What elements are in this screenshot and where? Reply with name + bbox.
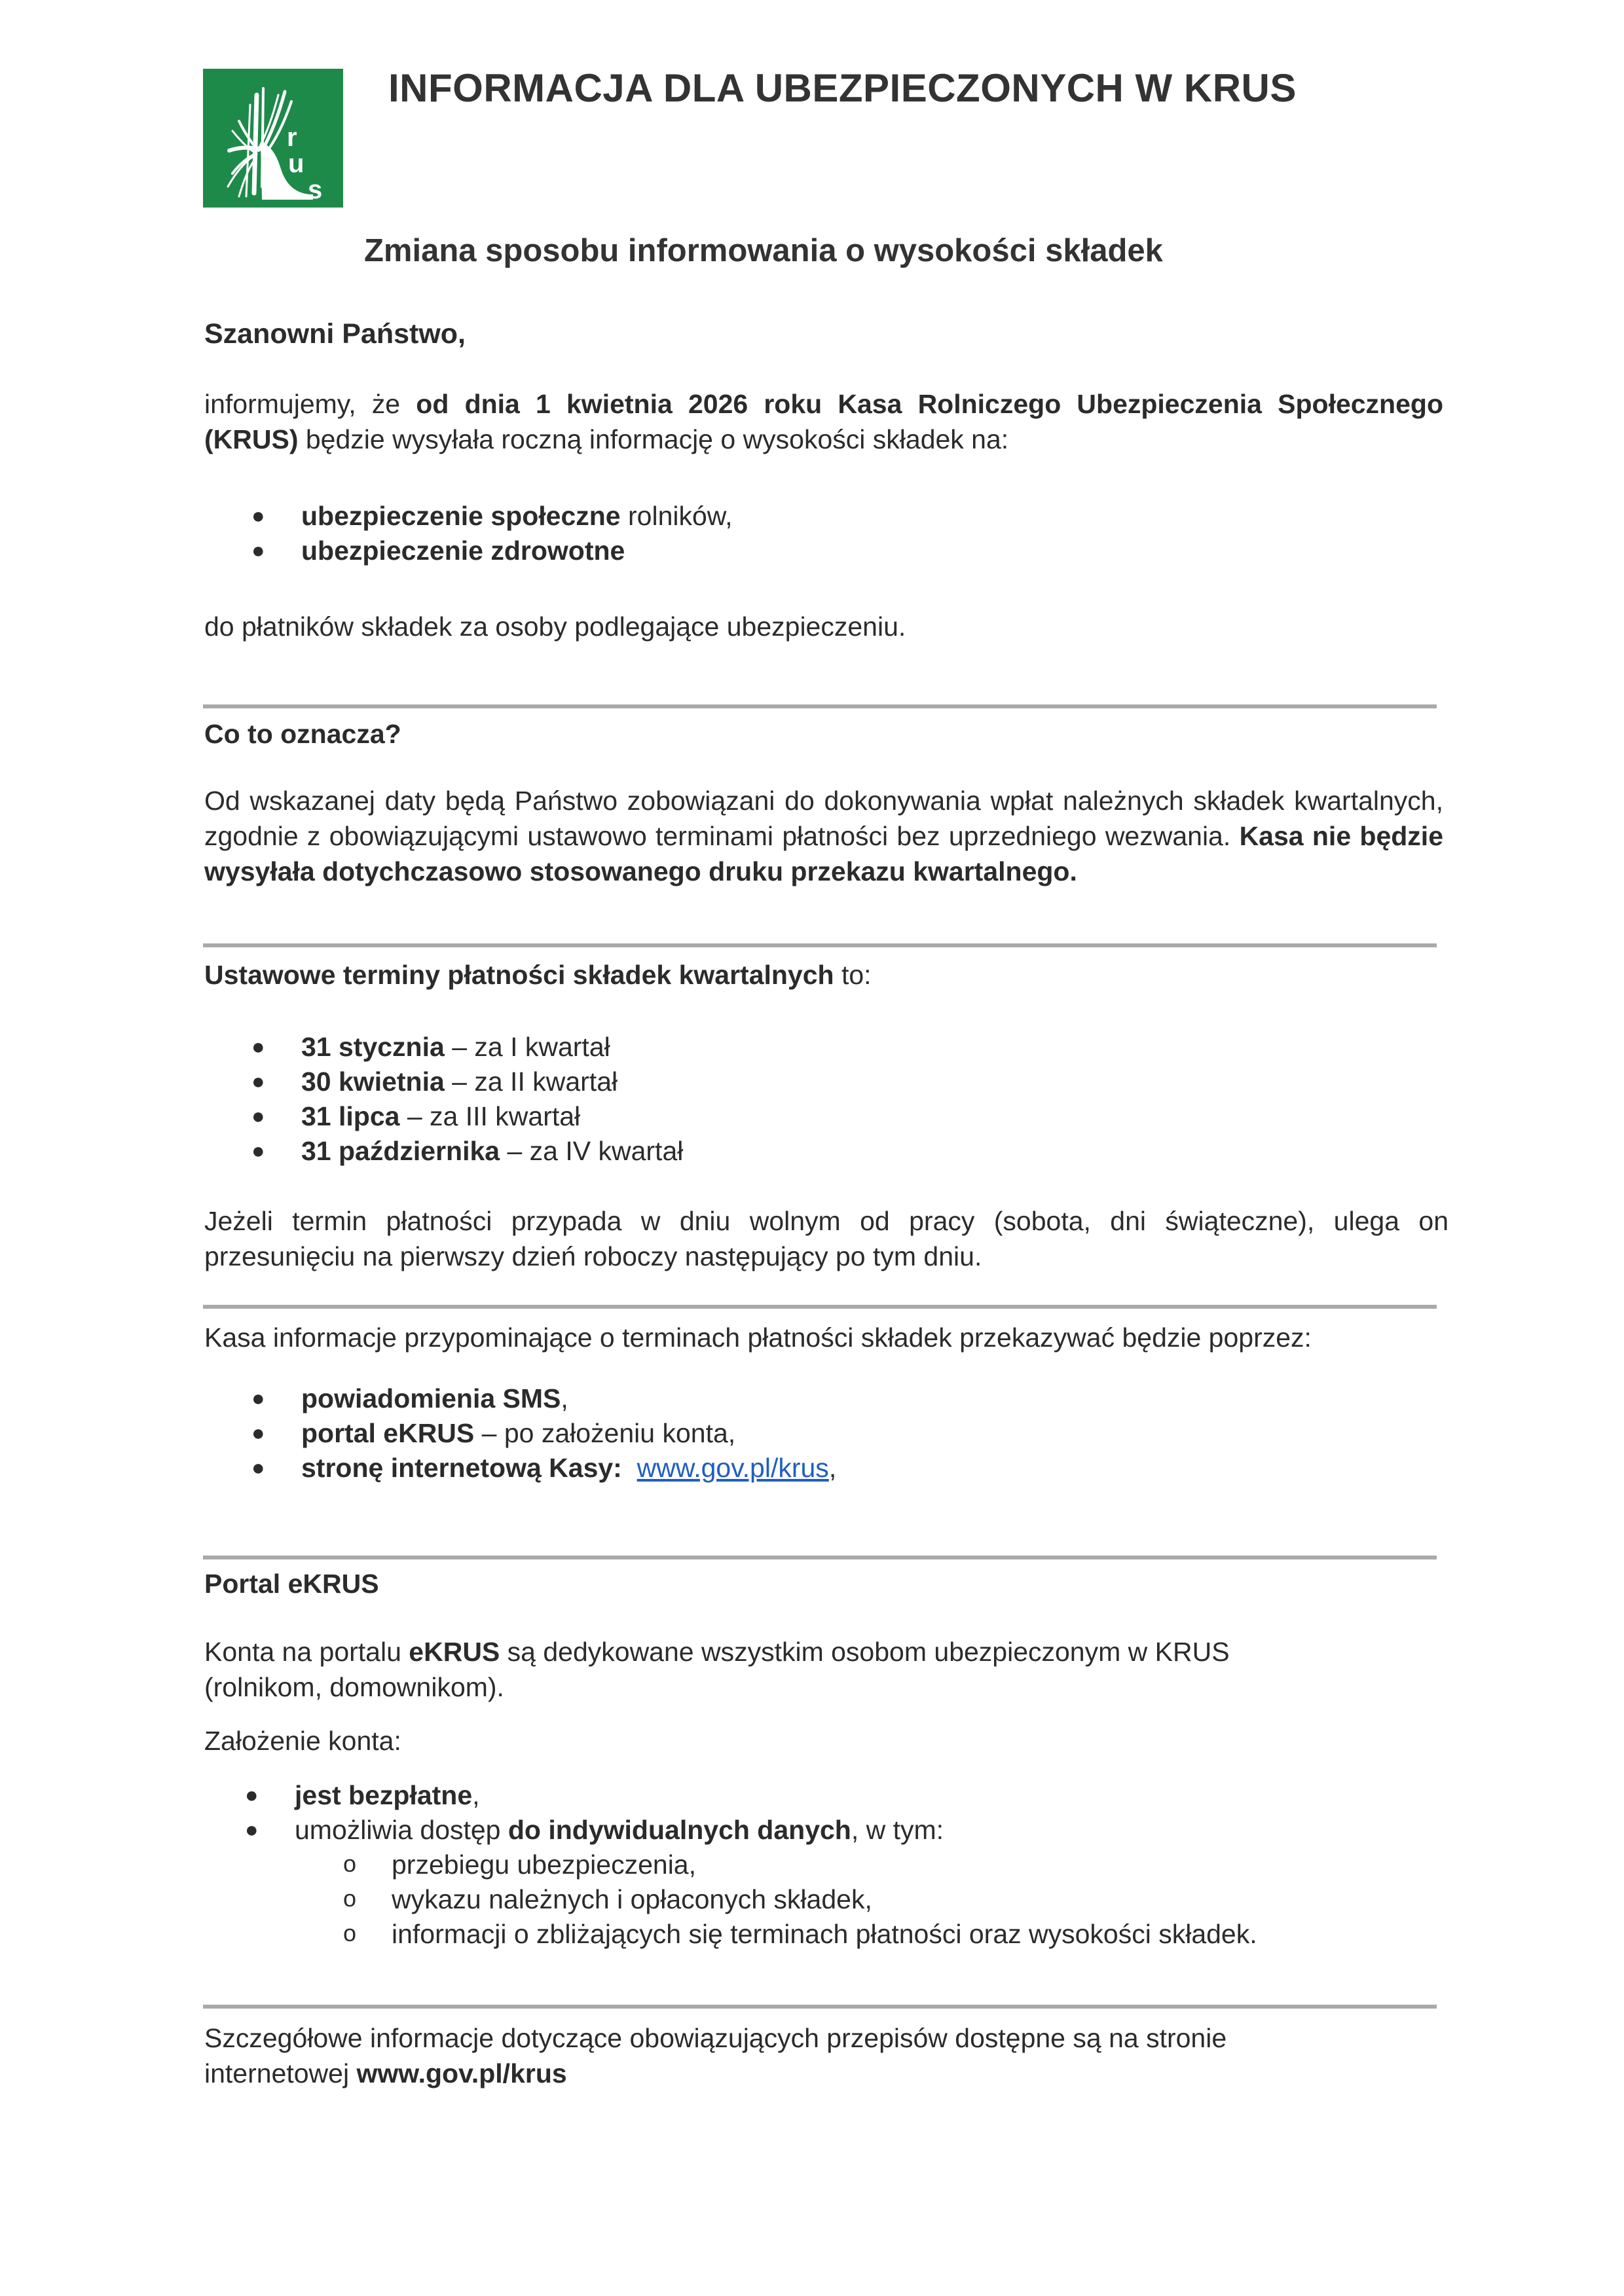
deadlines-heading-suffix: to: — [834, 960, 872, 990]
deadline-item — [204, 1030, 683, 1065]
krus-logo — [203, 69, 343, 208]
section-divider — [203, 704, 1437, 708]
meaning-text: Od wskazanej daty będą Państwo zobowiązani do dokonywania wpłat należnych składek kwartalnych, zgodnie z obowiązującymi ustawowo terminami płatności bez uprzedniego wezwania. — [204, 786, 1443, 851]
insurance-list — [204, 499, 733, 568]
benefit-post: , w tym: — [851, 1815, 944, 1845]
deadline-date: 31 lipca — [301, 1101, 400, 1131]
intro-text: informujemy, że — [204, 389, 416, 419]
item-text: rolników, — [620, 501, 733, 531]
portal-paragraph — [204, 1634, 1318, 1705]
bullet-icon: ● — [251, 1139, 265, 1163]
benefit-post: , — [472, 1780, 480, 1810]
reminders-intro: Kasa informacje przypominające o terminach płatności składek przekazywać będzie poprzez: — [204, 1322, 1312, 1353]
reminder-item — [204, 1416, 836, 1451]
reminder-text: , — [561, 1383, 568, 1413]
item-bold: ubezpieczenie społeczne — [301, 501, 621, 531]
logo-letter-r: r — [287, 123, 297, 152]
section-divider — [203, 1305, 1437, 1309]
reminder-bold: stronę internetową Kasy: — [301, 1453, 622, 1483]
meaning-paragraph — [204, 783, 1443, 889]
bullet-icon: ● — [251, 1069, 265, 1094]
deadlines-list — [204, 1030, 683, 1169]
intro-bold-text: od dnia 1 kwietnia 2026 roku Kasa Rolniczego Ubezpieczenia Społecznego (KRUS) — [204, 389, 1443, 454]
footer-url: www.gov.pl/krus — [356, 2058, 567, 2088]
section-divider — [203, 943, 1437, 947]
sublist-text: wykazu należnych i opłaconych składek, — [392, 1884, 872, 1914]
sublist-item — [198, 1882, 1257, 1917]
meaning-bold-text: Kasa nie będzie wysyłała dotychczasowo stosowanego druku przekazu kwartalnego. — [204, 821, 1444, 886]
deadline-item — [204, 1099, 683, 1134]
deadline-date: 31 stycznia — [301, 1032, 445, 1062]
reminder-text: – po założeniu konta, — [474, 1418, 736, 1448]
deadline-date: 31 października — [301, 1136, 500, 1166]
hollow-bullet-icon: o — [343, 1920, 357, 1946]
bullet-icon: ● — [251, 1421, 265, 1446]
list-item — [204, 499, 733, 534]
bullet-icon: ● — [251, 503, 265, 528]
section-divider — [203, 1556, 1437, 1559]
sublist-text: przebiegu ubezpieczenia, — [392, 1850, 696, 1880]
logo-letter-u: u — [288, 149, 304, 178]
intro-text-end: będzie wysyłała roczną informację o wysokości składek na: — [298, 424, 1009, 454]
reminder-bold: portal eKRUS — [301, 1418, 475, 1448]
account-benefits-list — [198, 1778, 944, 1848]
bullet-icon: ● — [251, 1455, 265, 1480]
document-subtitle: Zmiana sposobu informowania o wysokości składek — [364, 233, 1163, 268]
footer-note — [204, 2020, 1318, 2091]
account-label: Założenie konta: — [204, 1726, 401, 1756]
section-heading-meaning: Co to oznacza? — [204, 719, 401, 749]
reminder-text: , — [828, 1453, 837, 1483]
bullet-icon: ● — [251, 538, 265, 563]
deadline-desc: – za IV kwartał — [500, 1136, 684, 1166]
reminder-item — [204, 1381, 836, 1416]
greeting: Szanowni Państwo, — [204, 318, 466, 350]
benefit-item — [198, 1813, 944, 1848]
reminders-list — [204, 1381, 836, 1485]
benefit-pre: umożliwia dostęp — [295, 1815, 508, 1845]
deadline-desc: – za II kwartał — [444, 1066, 618, 1097]
deadline-item — [204, 1134, 683, 1169]
item-bold: ubezpieczenie zdrowotne — [301, 536, 625, 566]
bullet-icon: ● — [245, 1817, 259, 1842]
bullet-icon: ● — [251, 1034, 265, 1059]
footer-text: Szczegółowe informacje dotyczące obowiązujących przepisów dostępne są na stronie internetowej — [204, 2023, 1227, 2088]
reminder-bold: powiadomienia SMS — [301, 1383, 561, 1413]
benefit-item — [198, 1778, 944, 1813]
deadline-item — [204, 1065, 683, 1099]
intro-paragraph — [204, 386, 1443, 457]
data-sublist — [198, 1848, 1257, 1952]
deadlines-heading-bold: Ustawowe terminy płatności składek kwartalnych — [204, 960, 834, 990]
section-heading-deadlines — [204, 960, 872, 991]
section-divider — [203, 2005, 1437, 2009]
portal-text-end: są dedykowane wszystkim osobom ubezpieczonym w KRUS (rolnikom, domownikom). — [204, 1637, 1230, 1702]
bullet-icon: ● — [245, 1783, 259, 1808]
deadline-date: 30 kwietnia — [301, 1066, 445, 1097]
list-item — [204, 534, 733, 568]
intro-closing: do płatników składek za osoby podlegające ubezpieczeniu. — [204, 611, 906, 642]
deadlines-note: Jeżeli termin płatności przypada w dniu wolnym od pracy (sobota, dni świąteczne), ulega on przesunięciu na pierwszy dzień roboczy następujący po tym dniu. — [204, 1206, 1449, 1271]
deadline-desc: – za I kwartał — [444, 1032, 610, 1062]
deadline-desc: – za III kwartał — [399, 1101, 581, 1131]
sublist-text: informacji o zbliżających się terminach płatności oraz wysokości składek. — [392, 1919, 1257, 1949]
sublist-item — [198, 1917, 1257, 1952]
hollow-bullet-icon: o — [343, 1885, 357, 1912]
benefit-bold: do indywidualnych danych — [507, 1815, 851, 1845]
krus-website-link[interactable]: www.gov.pl/krus — [637, 1453, 829, 1483]
bullet-icon: ● — [251, 1104, 265, 1129]
logo-letter-s: s — [308, 175, 323, 204]
sublist-item — [198, 1848, 1257, 1882]
portal-text: Konta na portalu — [204, 1637, 409, 1667]
hollow-bullet-icon: o — [343, 1850, 357, 1877]
reminder-item — [204, 1451, 836, 1485]
benefit-bold: jest bezpłatne — [295, 1780, 473, 1810]
document-title: INFORMACJA DLA UBEZPIECZONYCH W KRUS — [388, 66, 1297, 110]
portal-bold: eKRUS — [409, 1637, 500, 1667]
krus-logo-icon — [203, 69, 343, 208]
section-heading-portal: Portal eKRUS — [204, 1569, 379, 1599]
bullet-icon: ● — [251, 1386, 265, 1411]
